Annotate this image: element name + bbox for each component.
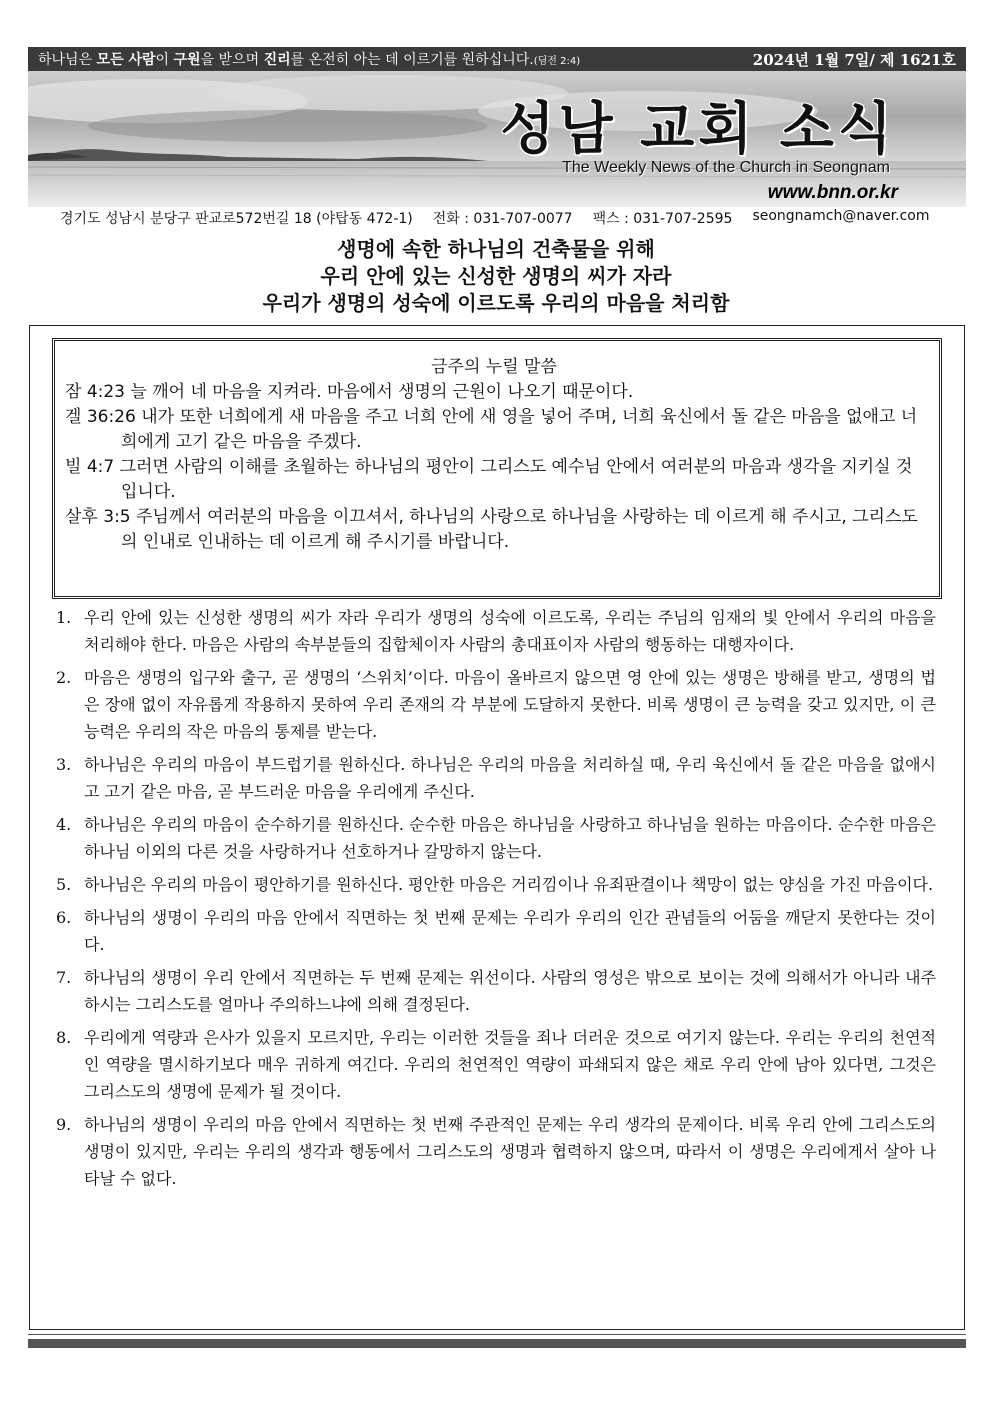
- verse-text: 를 온전히 아는 데 이르기를 원하십니다.: [290, 52, 534, 68]
- verse-text: 을 받으며: [200, 52, 264, 68]
- masthead-banner: [28, 71, 966, 207]
- point-text: 하나님은 우리의 마음이 평안하기를 원하신다. 평안한 마음은 거리낌이나 유죄판결이나 책망이 없는 양심을 가진 마음이다.: [84, 875, 934, 894]
- point-number: 7.: [56, 968, 72, 987]
- point-number: 4.: [56, 815, 72, 834]
- header-verse: [38, 49, 580, 69]
- email-address[interactable]: seongnamch@naver.com: [752, 208, 930, 224]
- headline-line: 생명에 속한 하나님의 건축물을 위해: [337, 237, 655, 261]
- point-item: [56, 1024, 936, 1105]
- weekly-verses-box: [52, 338, 942, 599]
- point-text: 하나님의 생명이 우리 안에서 직면하는 두 번째 문제는 위선이다. 사람의 영성은 밖으로 보이는 것에 의해서가 아니라 내주하시는 그리스도를 얼마나 주의하느냐에 의해 결정된다.: [84, 968, 936, 1014]
- point-number: 2.: [56, 668, 72, 687]
- verse-emphasis: 구원: [173, 52, 201, 68]
- verse-text: 하나님은: [38, 52, 97, 68]
- point-number: 8.: [56, 1028, 72, 1047]
- footer-divider: [28, 1334, 966, 1335]
- verse-emphasis: 진리: [263, 52, 291, 68]
- point-item: [56, 1111, 936, 1192]
- point-text: 하나님은 우리의 마음이 순수하기를 원하신다. 순수한 마음은 하나님을 사랑하고 하나님을 원하는 마음이다. 순수한 마음은 하나님 이외의 다른 것을 사랑하거나 선호하거나 갈망하지 않는다.: [84, 815, 936, 861]
- main-headline: [0, 236, 992, 317]
- issue-date: 2024년 1월 7일/ 제 1621호: [752, 50, 956, 69]
- verse-item: 살후 3:5 주님께서 여러분의 마음을 이끄셔서, 하나님의 사랑으로 하나님을 사랑하는 데 이르게 해 주시고, 그리스도의 인내로 인내하는 데 이르게 해 주시기를 바랍니다.: [65, 507, 918, 552]
- point-text: 하나님의 생명이 우리의 마음 안에서 직면하는 첫 번째 주관적인 문제는 우리 생각의 문제이다. 비록 우리 안에 그리스도의 생명이 있지만, 우리는 우리의 생각과 행동에서 그리스도의 생명과 협력하지 않으며, 따라서 이 생명은 우리에게서 살아 나타날 수 없다.: [84, 1115, 936, 1188]
- point-item: [56, 604, 936, 658]
- verse-text: 이: [155, 52, 174, 68]
- point-number: 6.: [56, 908, 72, 927]
- footer-bar: [28, 1339, 966, 1348]
- point-number: 9.: [56, 1115, 72, 1134]
- point-number: 1.: [56, 608, 72, 627]
- newsletter-title: 성남 교회 소식: [500, 97, 896, 162]
- point-text: 우리에게 역량과 은사가 있을지 모르지만, 우리는 이러한 것들을 죄나 더러운 것으로 여기지 않는다. 우리는 우리의 천연적인 역량을 멸시하기보다 매우 귀하게 여긴다. 우리의 천연적인 역량이 파쇄되지 않은 채로 우리 안에 남아 있다면, 그것은 그리스도의 생명에 문제가 될 것이다.: [84, 1028, 936, 1101]
- phone-number: 전화 : 031-707-0077: [432, 211, 573, 227]
- point-item: [56, 751, 936, 805]
- point-item: [56, 664, 936, 745]
- fax-number: 팩스 : 031-707-2595: [592, 211, 733, 227]
- point-item: [56, 904, 936, 958]
- verse-item: 겔 36:26 내가 또한 너희에게 새 마음을 주고 너희 안에 새 영을 넣어 주며, 너희 육신에서 돌 같은 마음을 없애고 너희에게 고기 같은 마음을 주겠다.: [65, 407, 918, 452]
- verse-item: 잠 4:23 늘 깨어 네 마음을 지켜라. 마음에서 생명의 근원이 나오기 때문이다.: [65, 382, 634, 402]
- header-bar: [28, 47, 966, 71]
- point-item: [56, 811, 936, 865]
- verse-emphasis: 모든 사람: [96, 52, 156, 68]
- verse-item: 빌 4:7 그러면 사람의 이해를 초월하는 하나님의 평안이 그리스도 예수님 안에서 여러분의 마음과 생각을 지키실 것입니다.: [65, 457, 913, 502]
- verses-title: 금주의 누릴 말씀: [431, 357, 557, 377]
- point-number: 5.: [56, 875, 72, 894]
- point-text: 우리 안에 있는 신성한 생명의 씨가 자라 우리가 생명의 성숙에 이르도록, 우리는 주님의 임재의 빛 안에서 우리의 마음을 처리해야 한다. 마음은 사람의 속부분들의 집합체이자 사람의 총대표이자 사람의 행동하는 대행자이다.: [84, 608, 936, 654]
- message-points: [56, 604, 936, 1198]
- point-text: 하나님은 우리의 마음이 부드럽기를 원하신다. 하나님은 우리의 마음을 처리하실 때, 우리 육신에서 돌 같은 마음을 없애시고 고기 같은 마음, 곧 부드러운 마음을 우리에게 주신다.: [84, 755, 936, 801]
- address-line: [60, 208, 940, 228]
- verse-reference: (딤전 2:4): [533, 56, 581, 67]
- point-text: 마음은 생명의 입구와 출구, 곧 생명의 ‘스위치’이다. 마음이 올바르지 않으면 영 안에 있는 생명은 방해를 받고, 생명의 법은 장애 없이 자유롭게 작용하지 못하여 우리 존재의 각 부분에 도달하지 못한다. 비록 생명이 큰 능력을 갖고 있지만, 이 큰 능력은 우리의 작은 마음의 통제를 받는다.: [84, 668, 936, 741]
- point-item: [56, 964, 936, 1018]
- headline-line: 우리가 생명의 성숙에 이르도록 우리의 마음을 처리함: [262, 291, 730, 315]
- point-text: 하나님의 생명이 우리의 마음 안에서 직면하는 첫 번째 문제는 우리가 우리의 인간 관념들의 어둠을 깨닫지 못한다는 것이다.: [84, 908, 936, 954]
- headline-line: 우리 안에 있는 신성한 생명의 씨가 자라: [320, 264, 672, 288]
- address-text: 경기도 성남시 분당구 판교로572번길 18 (야탑동 472-1): [60, 211, 413, 227]
- website-link[interactable]: www.bnn.or.kr: [767, 182, 898, 203]
- newsletter-subtitle: The Weekly News of the Church in Seongnam: [562, 159, 890, 176]
- point-item: [56, 871, 936, 898]
- point-number: 3.: [56, 755, 72, 774]
